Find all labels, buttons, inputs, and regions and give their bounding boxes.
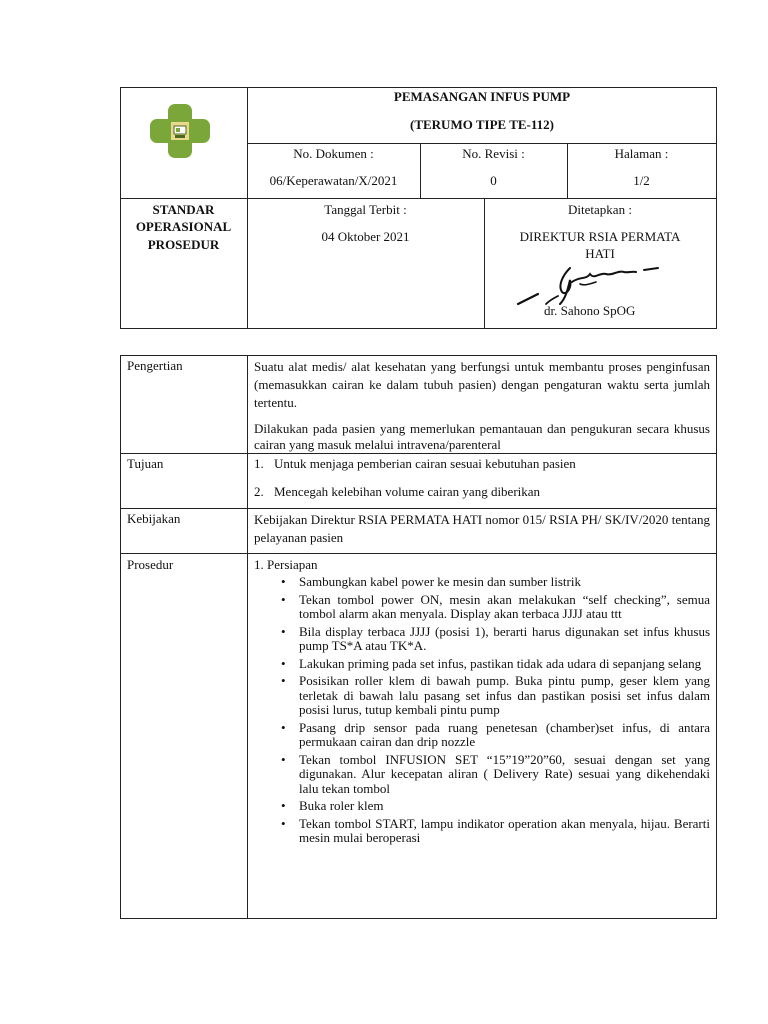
sop-title-line2: OPERASIONAL bbox=[135, 219, 232, 234]
halaman-value: 1/2 bbox=[633, 173, 650, 188]
persiapan-heading: 1. Persiapan bbox=[254, 557, 318, 572]
list-item: • Tekan tombol INFUSION SET “15”19”20”60, sesuai dengan set yang digunakan. Alur kecepatan aliran ( Delivery Rate) sesuai yang dikehendaki lalu tekan tombol bbox=[299, 753, 710, 797]
tanggal-terbit-label: Tanggal Terbit : bbox=[324, 202, 407, 217]
prosedur-steps-list bbox=[272, 575, 710, 849]
list-item: • Pasang drip sensor pada ruang penetesan (chamber)set infus, di antara permukaan cairan dan drip nozzle bbox=[299, 721, 710, 750]
list-item: • Sambungkan kabel power ke mesin dan sumber listrik bbox=[299, 575, 710, 590]
list-item: • Bila display terbaca JJJJ (posisi 1), berarti harus digunakan set infus khusus pump TS*A atau TK*A. bbox=[299, 625, 710, 654]
ditetapkan-line2: HATI bbox=[585, 246, 615, 261]
hospital-logo-icon bbox=[147, 102, 213, 160]
signature-icon bbox=[510, 258, 670, 314]
prosedur-label: Prosedur bbox=[127, 557, 174, 572]
tujuan-label: Tujuan bbox=[127, 456, 164, 471]
tujuan-item-1: Untuk menjaga pemberian cairan sesuai kebutuhan pasien bbox=[274, 456, 576, 471]
tujuan-item-2: Mencegah kelebihan volume cairan yang diberikan bbox=[274, 484, 541, 499]
pengertian-paragraph-2: Dilakukan pada pasien yang memerlukan pemantauan dan pengukuran secara khusus cairan yang masuk melalui intravena/parenteral bbox=[254, 421, 710, 452]
kebijakan-text: Kebijakan Direktur RSIA PERMATA HATI nomor 015/ RSIA PH/ SK/IV/2020 tentang pelayanan pasien bbox=[254, 512, 710, 545]
tujuan-number-1: 1. bbox=[254, 456, 264, 471]
no-revisi-label: No. Revisi : bbox=[462, 146, 525, 161]
pengertian-paragraph-1: Suatu alat medis/ alat kesehatan yang berfungsi untuk membantu proses penginfusan (memasukkan cairan ke dalam tubuh pasien) dengan pengaturan waktu serta jumlah tertentu. bbox=[254, 359, 710, 410]
pengertian-label: Pengertian bbox=[127, 358, 183, 373]
tanggal-terbit-value: 04 Oktober 2021 bbox=[321, 229, 410, 244]
no-dokumen-value: 06/Keperawatan/X/2021 bbox=[269, 173, 398, 188]
sop-title-line3: PROSEDUR bbox=[147, 237, 220, 252]
document-title-line1: PEMASANGAN INFUS PUMP bbox=[393, 89, 571, 104]
list-item: • Posisikan roller klem di bawah pump. Buka pintu pump, geser klem yang terletak di bawah lalu pasang set infus dan pastikan posisi set infus dalam posisi lurus, tutup kembali pintu pump bbox=[299, 674, 710, 718]
signer-name: dr. Sahono SpOG bbox=[544, 303, 636, 318]
kebijakan-label: Kebijakan bbox=[127, 511, 181, 526]
tujuan-number-2: 2. bbox=[254, 484, 264, 499]
no-dokumen-label: No. Dokumen : bbox=[293, 146, 374, 161]
list-item: • Buka roler klem bbox=[299, 799, 710, 814]
list-item: • Tekan tombol power ON, mesin akan melakukan “self checking”, semua tombol alarm akan menyala. Display akan terbaca JJJJ atau ttt bbox=[299, 593, 710, 622]
halaman-label: Halaman : bbox=[614, 146, 669, 161]
sop-title-line1: STANDAR bbox=[152, 202, 215, 217]
ditetapkan-label: Ditetapkan : bbox=[568, 202, 632, 217]
list-item: • Tekan tombol START, lampu indikator operation akan menyala, hijau. Berarti mesin mulai beroperasi bbox=[299, 817, 710, 846]
document-title-line2: (TERUMO TIPE TE-112) bbox=[410, 117, 554, 132]
list-item: • Lakukan priming pada set infus, pastikan tidak ada udara di sepanjang selang bbox=[299, 657, 710, 672]
ditetapkan-line1: DIREKTUR RSIA PERMATA bbox=[519, 229, 681, 244]
no-revisi-value: 0 bbox=[490, 173, 497, 188]
